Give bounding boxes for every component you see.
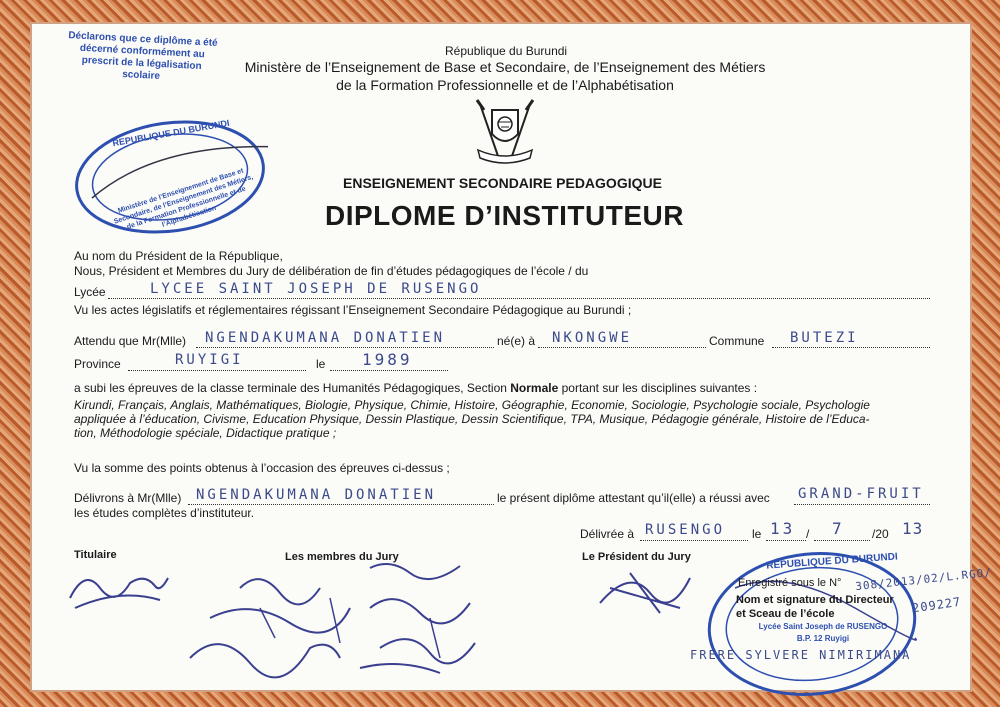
- titulaire-label: Titulaire: [74, 549, 117, 561]
- section-title: ENSEIGNEMENT SECONDAIRE PEDAGOGIQUE: [343, 175, 662, 191]
- delivrons-name: NGENDAKUMANA DONATIEN: [196, 487, 437, 503]
- province-value: RUYIGI: [175, 352, 244, 368]
- director-name: FRERE SYLVERE NIMIRIMANA: [690, 648, 912, 662]
- delivrons-label: Délivrons à Mr(Mlle): [74, 491, 182, 505]
- disciplines-line-2: appliquée à l’éducation, Civisme, Education Physique, Dessin Plastique, Dessin Scientifique, TPA, Musique, Pédagogie générale, Histoire de l’Educa-: [74, 412, 870, 426]
- legal-basis: Vu les actes législatifs et réglementaires régissant l’Enseignement Secondaire Pédagogique au Burundi ;: [74, 303, 632, 317]
- director-label: [736, 593, 894, 621]
- registration-code: 209227: [911, 594, 963, 616]
- titulaire-signature-icon: [60, 558, 180, 618]
- grade-value: GRAND-FRUIT: [798, 486, 924, 502]
- president-signature-icon: [590, 558, 710, 618]
- birth-year: 1989: [362, 350, 413, 369]
- ministry-name: [240, 58, 770, 94]
- registration-label: Enregistré sous le N°: [738, 577, 842, 589]
- lycee-value: LYCEE SAINT JOSEPH DE RUSENGO: [150, 281, 482, 297]
- student-name: NGENDAKUMANA DONATIEN: [205, 330, 446, 346]
- director-label-line-2: et Sceau de l’école: [736, 608, 835, 620]
- studies-statement: les études complètes d’instituteur.: [74, 506, 255, 520]
- delivree-place: RUSENGO: [645, 522, 726, 538]
- diploma-title: DIPLOME D’INSTITUTEUR: [325, 200, 684, 231]
- legalisation-note: Déclarons que ce diplôme a été décerné conformément au prescrit de la légalisation scolaire: [68, 30, 218, 82]
- president-intro: Au nom du Président de la République,: [74, 249, 283, 263]
- birthplace-label: né(e) à: [497, 334, 536, 348]
- commune-value: BUTEZI: [790, 330, 859, 346]
- date-slash-1: /: [806, 527, 810, 541]
- birthplace-value: NKONGWE: [552, 330, 633, 346]
- lycee-label: Lycée: [74, 285, 106, 299]
- success-statement: le présent diplôme attestant qu’il(elle) a réussi avec: [497, 491, 770, 505]
- republic-label: République du Burundi: [445, 44, 568, 58]
- section-normale: Normale: [510, 381, 559, 395]
- school-seal-top: REPUBLIQUE DU BURUNDI: [765, 551, 899, 572]
- ministry-line-2: de la Formation Professionnelle et de l’Alphabétisation: [336, 77, 674, 93]
- points-statement: Vu la somme des points obtenus à l’occasion des épreuves ci-dessus ;: [74, 461, 450, 475]
- delivree-le: le: [752, 527, 762, 541]
- school-seal-bp: B.P. 12 Ruyigi: [796, 634, 850, 643]
- director-label-line-1: Nom et signature du Directeur: [736, 594, 894, 606]
- exam-statement-post: portant sur les disciplines suivantes :: [558, 381, 758, 395]
- jury-label: Les membres du Jury: [285, 551, 399, 563]
- delivree-year-suffix: 13: [902, 519, 924, 538]
- delivree-label: Délivrée à: [580, 527, 635, 541]
- birthdate-label: le: [316, 357, 326, 371]
- disciplines-line-3: tion, Méthodologie spéciale, Didactique pratique ;: [74, 426, 337, 440]
- president-label: Le Président du Jury: [582, 551, 691, 563]
- registration-number: 308/2013/02/L.RGO/: [854, 565, 993, 594]
- exam-statement: [74, 381, 757, 395]
- exam-statement-pre: a subi les épreuves de la classe terminale des Humanités Pédagogiques, Section: [74, 381, 511, 395]
- delivree-month: 7: [832, 519, 845, 538]
- jury-signatures-icon: [180, 548, 480, 688]
- ministry-seal-bottom: Ministère de l’Enseignement de Base et Secondaire, de l’Enseignement des Métiers, de la Formation Professionnelle et de l’Alphabétisation: [113, 167, 255, 231]
- year-prefix: 20: [875, 527, 889, 541]
- disciplines-line-1: Kirundi, Français, Anglais, Mathématiques, Biologie, Physique, Chimie, Histoire, Géographie, Economie, Sociologie, Psychologie sociale, Psychologie: [74, 398, 870, 412]
- disciplines-list: [74, 398, 944, 440]
- coat-of-arms-icon: [470, 96, 540, 168]
- ministry-line-1: Ministère de l’Enseignement de Base et Secondaire, de l’Enseignement des Métiers: [244, 59, 766, 75]
- province-label: Province: [74, 357, 121, 371]
- school-seal-name: Lycée Saint Joseph de RUSENGO: [758, 622, 888, 631]
- jury-intro: Nous, Président et Membres du Jury de délibération de fin d’études pédagogiques de l’école / du: [74, 264, 589, 278]
- commune-label: Commune: [709, 334, 765, 348]
- delivree-year-prefix: /20: [872, 527, 889, 541]
- attendu-label: Attendu que Mr(Mlle): [74, 334, 187, 348]
- ministry-seal-top: REPUBLIQUE DU BURUNDI: [111, 117, 231, 149]
- delivree-day: 13: [770, 519, 796, 538]
